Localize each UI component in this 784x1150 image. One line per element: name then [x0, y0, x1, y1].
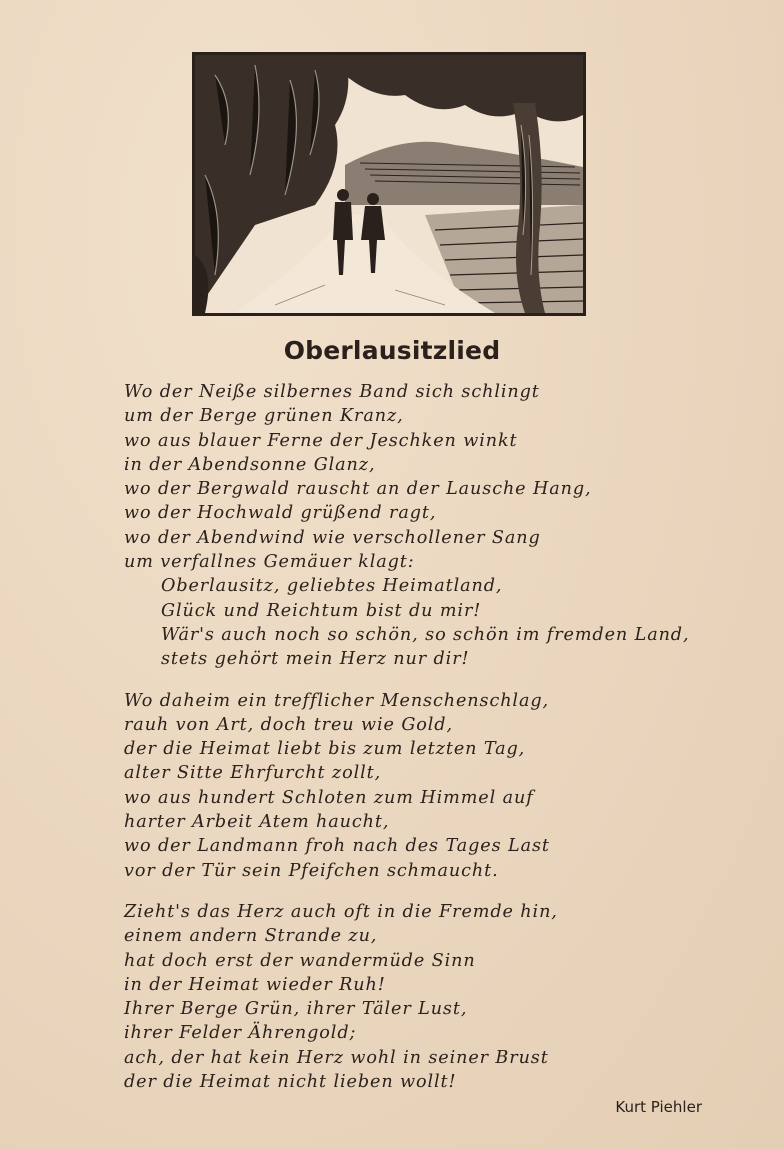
- poem-line: der die Heimat nicht lieben wollt!: [124, 1072, 457, 1093]
- poem-line: wo der Landmann froh nach des Tages Last: [124, 836, 550, 857]
- poem-line: um der Berge grünen Kranz,: [124, 406, 404, 427]
- poem-body: [124, 380, 744, 1111]
- poem-line: wo aus blauer Ferne der Jeschken winkt: [124, 430, 518, 451]
- poem-line: harter Arbeit Atem haucht,: [124, 812, 390, 833]
- poem-title: Oberlausitzlied: [283, 336, 501, 365]
- stanza-1: [124, 380, 744, 672]
- author-name: Kurt Piehler: [615, 1098, 702, 1116]
- poem-line: wo der Bergwald rauscht an der Lausche Hang,: [124, 479, 592, 500]
- poem-line: Wo daheim ein trefflicher Menschenschlag,: [124, 690, 550, 711]
- poem-line: in der Heimat wieder Ruh!: [124, 974, 386, 995]
- poem-line: ach, der hat kein Herz wohl in seiner Brust: [124, 1047, 549, 1068]
- poem-line: Wo der Neiße silbernes Band sich schlingt: [124, 382, 540, 402]
- refrain-line: Glück und Reichtum bist du mir!: [161, 600, 482, 621]
- refrain-line: stets gehört mein Herz nur dir!: [161, 649, 470, 670]
- stanza-2: [124, 689, 744, 883]
- landscape-woodcut-icon: [195, 55, 583, 313]
- poem-line: der die Heimat liebt bis zum letzten Tag,: [124, 739, 526, 760]
- poem-line: wo der Abendwind wie verschollener Sang: [124, 527, 541, 548]
- poem-line: Zieht's das Herz auch oft in die Fremde hin,: [124, 901, 558, 922]
- refrain-line: Oberlausitz, geliebtes Heimatland,: [161, 576, 503, 597]
- poem-line: ihrer Felder Ährengold;: [124, 1023, 357, 1044]
- poem-line: alter Sitte Ehrfurcht zollt,: [124, 763, 382, 784]
- woodcut-illustration: [192, 52, 586, 316]
- poem-line: rauh von Art, doch treu wie Gold,: [124, 714, 453, 735]
- poem-line: wo der Hochwald grüßend ragt,: [124, 503, 437, 524]
- refrain-line: Wär's auch noch so schön, so schön im fremden Land,: [161, 624, 690, 645]
- poem-line: Ihrer Berge Grün, ihrer Täler Lust,: [124, 999, 468, 1020]
- poem-line: vor der Tür sein Pfeifchen schmaucht.: [124, 860, 499, 881]
- poem-line: um verfallnes Gemäuer klagt:: [124, 552, 415, 573]
- stanza-3: [124, 900, 744, 1094]
- poem-line: wo aus hundert Schloten zum Himmel auf: [124, 787, 534, 808]
- poem-line: hat doch erst der wandermüde Sinn: [124, 950, 476, 971]
- poem-line: einem andern Strande zu,: [124, 926, 378, 947]
- poem-line: in der Abendsonne Glanz,: [124, 454, 376, 475]
